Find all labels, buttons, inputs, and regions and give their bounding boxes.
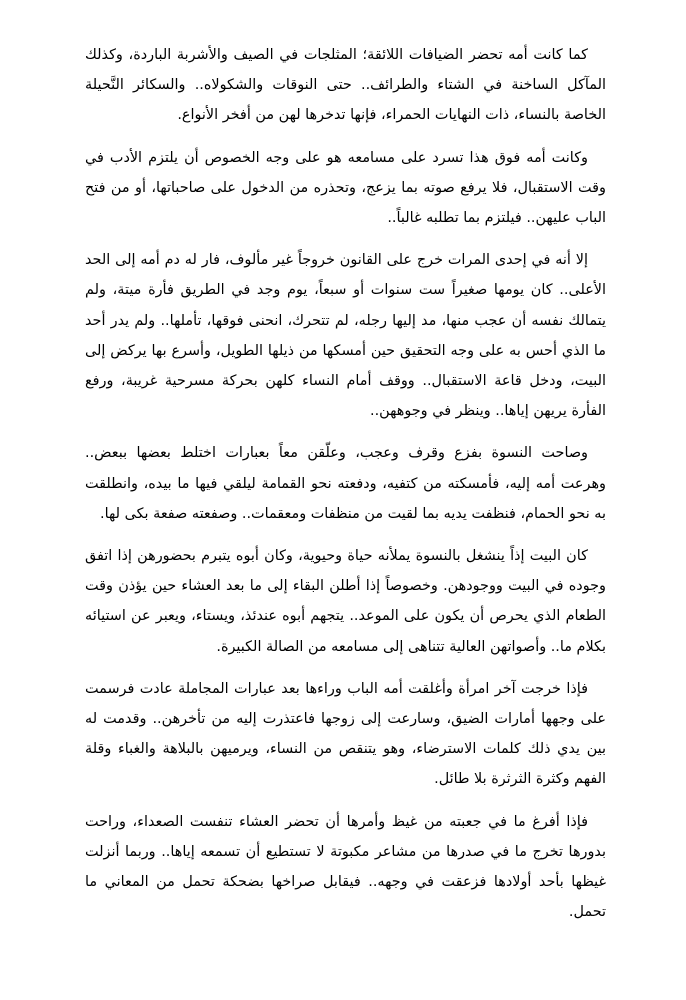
paragraph-2: وكانت أمه فوق هذا تسرد على مسامعه هو على وجه الخصوص أن يلتزم الأدب في وقت الاستقبال، فلا يرفع صوته بما يزعج، وتحذره من الدخول على صاحباتها، أو من فتح الباب عليهن.. فيلتزم بما تطلبه غالباً.. xyxy=(85,149,606,227)
paragraph-7: فإذا أفرغ ما في جعبته من غيظ وأمرها أن تحضر العشاء تنفست الصعداء، وراحت بدورها تخرج ما في صدرها من مشاعر مكبوتة لا تستطيع أن تسمعه إياها.. وربما أنزلت غيظها بأحد أولادها فزعقت في وجهه.. فيقابل صراخها بضحكة تحمل من المعاني ما تحمل. xyxy=(85,813,606,921)
paragraph-1: كما كانت أمه تحضر الضيافات اللائقة؛ المثلجات في الصيف والأشربة الباردة، وكذلك المآكل الساخنة في الشتاء والطرائف.. حتى النوقات والشكولاه.. والسكائر النَّحيلة الخاصة بالنساء، ذات النهايات الحمراء، فإنها تدخرها لهن من أفخر الأنواع. xyxy=(85,47,606,124)
paragraph-5: كان البيت إذاً ينشغل بالنسوة يملأنه حياة وحيوية، وكان أبوه يتبرم بحضورهن إذا اتفق وجوده في البيت ووجودهن. وخصوصاً إذا أطلن البقاء إلى ما بعد العشاء حين يؤذن وقت الطعام الذي يحرص أن يكون على الموعد.. يتجهم أبوه عندئذ، ويستاء، ويعبر عن استيائه بكلام ما.. وأصواتهن العالية تتناهى إلى مسامعه من الصالة الكبيرة. xyxy=(85,548,606,655)
paragraph-6: فإذا خرجت آخر امرأة وأغلقت أمه الباب وراءها بعد عبارات المجاملة عادت فرسمت على وجهها أمارات الضيق، وسارعت إلى زوجها فاعتذرت إليه من تأخرهن.. وقدمت له بين يدي ذلك كلمات الاسترضاء، وهو يتنقص من النساء، ويرميهن بالبلاهة والغباء وقلة الفهم وكثرة الثرثرة بلا طائل. xyxy=(85,680,606,788)
paragraph-4: وصاحت النسوة بفزع وقرف وعجب، وعلّقن معاً بعبارات اختلط بعضها ببعض.. وهرعت أمه إليه، فأمسكته من كتفيه، ودفعته نحو القمامة ليلقي فيها ما بيده، وانطلقت به نحو الحمام، فنظفت يديه بما لقيت من منظفات ومعقمات.. وصفعته صفعة بكى لها. xyxy=(85,445,606,522)
paragraph-3: إلا أنه في إحدى المرات خرج على القانون خروجاً غير مألوف، فار له دم أمه إلى الحد الأعلى.. كان يومها صغيراً ست سنوات أو سبعاً، يوم وجد في الطريق فأرة ميتة، ولم يتمالك نفسه أن عجب منها، مد إليها رجله، لم تتحرك، انحنى فوقها، تأملها.. ولم يدر أحد ما الذي أحس به على وجه التحقيق حين أمسكها من ذيلها الطويل، وأسرع بها يركض إلى البيت، ودخل قاعة الاستقبال.. ووقف أمام النساء كلهن بحركة مسرحية غريبة، ورفع الفأرة يريهن إياها.. وينظر في وجوههن.. xyxy=(85,252,606,420)
